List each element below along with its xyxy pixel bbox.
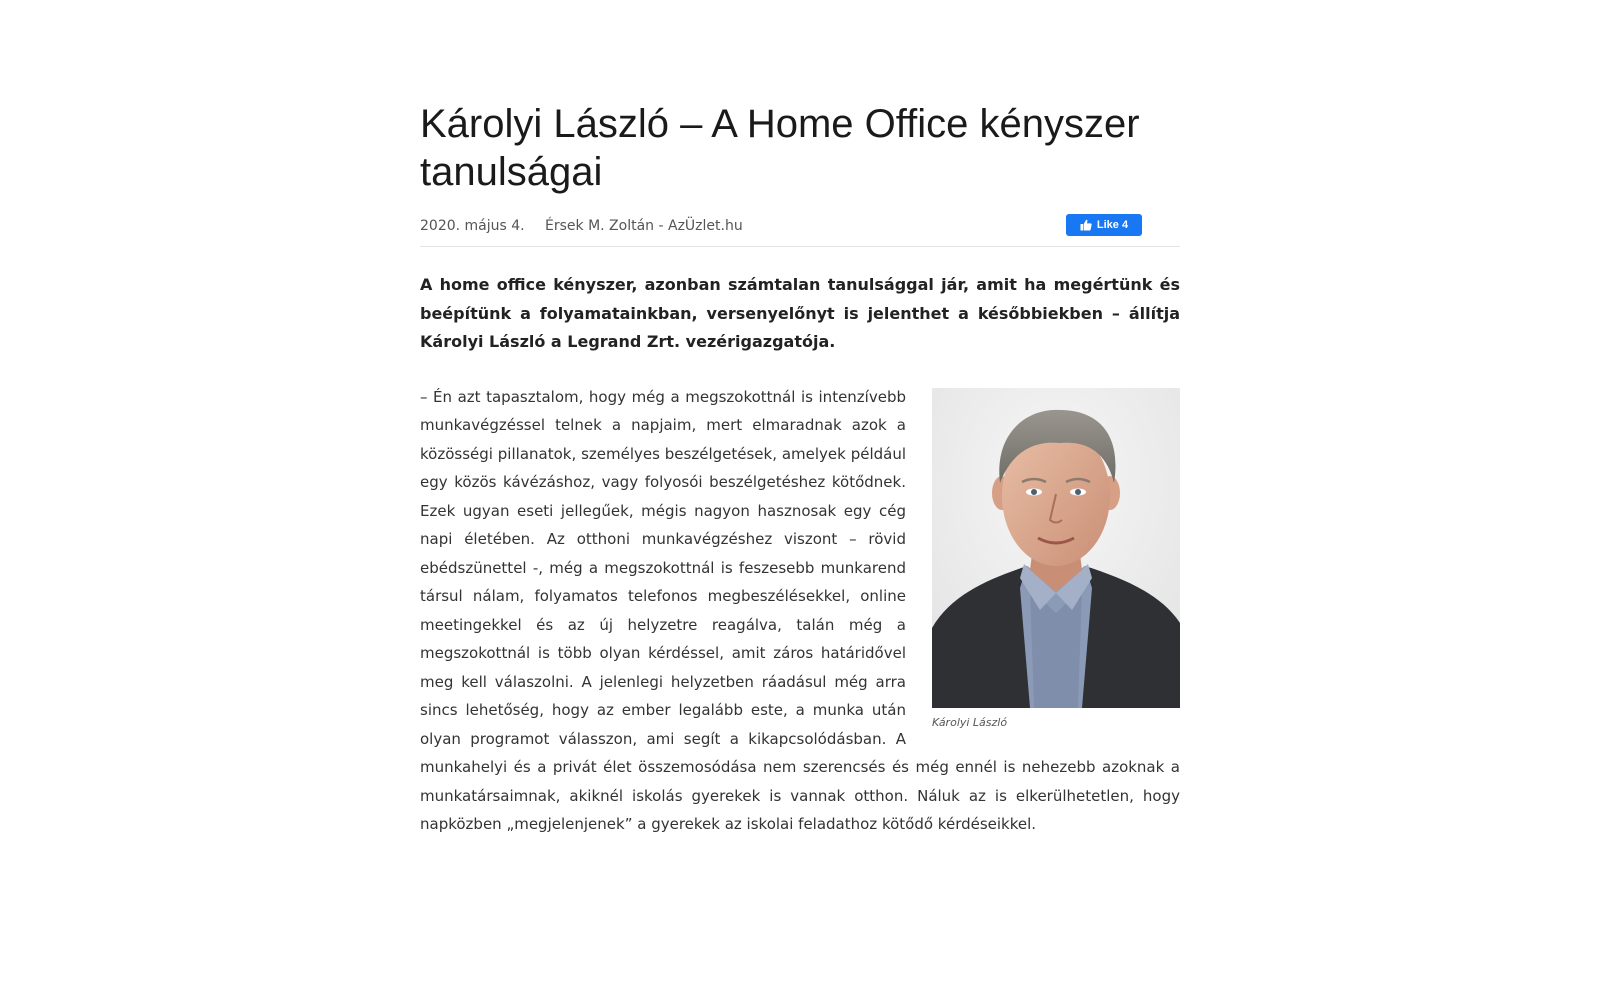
- article: [420, 100, 1180, 839]
- author-byline[interactable]: Érsek M. Zoltán - AzÜzlet.hu: [545, 218, 743, 234]
- article-title: Károlyi László – A Home Office kényszer tanulságai: [420, 102, 1140, 194]
- like-label: Like 4: [1096, 219, 1129, 231]
- thumbs-up-icon: [1080, 219, 1092, 231]
- body-paragraph: – Én azt tapasztalom, hogy még a megszokottnál is intenzívebb munkavégzéssel telnek a napjaim, mert elmaradnak azok a közösségi pillanatok, személyes beszélgetések, amelyek például egy közös kávézáshoz, vagy folyosói beszélgetéshez kötődnek. Ezek ugyan eseti jellegűek, mégis nagyon hasznosak egy cég napi életében. Az otthoni munkavégzéshez viszont – rövid ebédszünettel -, még a megszokottnál is feszesebb munkarend társul nálam, folyamatos telefonos megbeszélésekkel, online meetingekkel és az új helyzetre reagálva, talán még a megszokottnál is több olyan kérdéssel, amit záros határidővel meg kell válaszolni. A jelenlegi helyzetben ráadásul még arra sincs lehetőség, hogy az ember legalább este, a munka után olyan programot válasszon, ami segít a kikapcsolódásban. A munkahelyi és a privát élet összemosódása nem szerencsés és még ennél is nehezebb azoknak a munkatársaimnak, akiknél iskolás gyerekek is vannak otthon. Náluk az is elkerülhetetlen, hogy napközben „megjelenjenek” a gyerekek az iskolai feladathoz kötődő kérdéseikkel.: [420, 387, 1180, 833]
- portrait-figure: [932, 388, 1180, 730]
- article-meta: [420, 216, 1180, 247]
- article-lead: A home office kényszer, azonban számtalan tanulsággal jár, amit ha megértünk és beépítünk a folyamatainkban, versenyelőnyt is jelenthet a későbbiekben – állítja Károlyi László a Legrand Zrt. vezérigazgatója.: [420, 275, 1180, 351]
- facebook-like-button[interactable]: [1066, 214, 1142, 236]
- publish-date: 2020. május 4.: [420, 218, 525, 234]
- article-body: [420, 383, 1180, 839]
- portrait-image[interactable]: [932, 388, 1180, 708]
- image-caption: Károlyi László: [932, 715, 1008, 729]
